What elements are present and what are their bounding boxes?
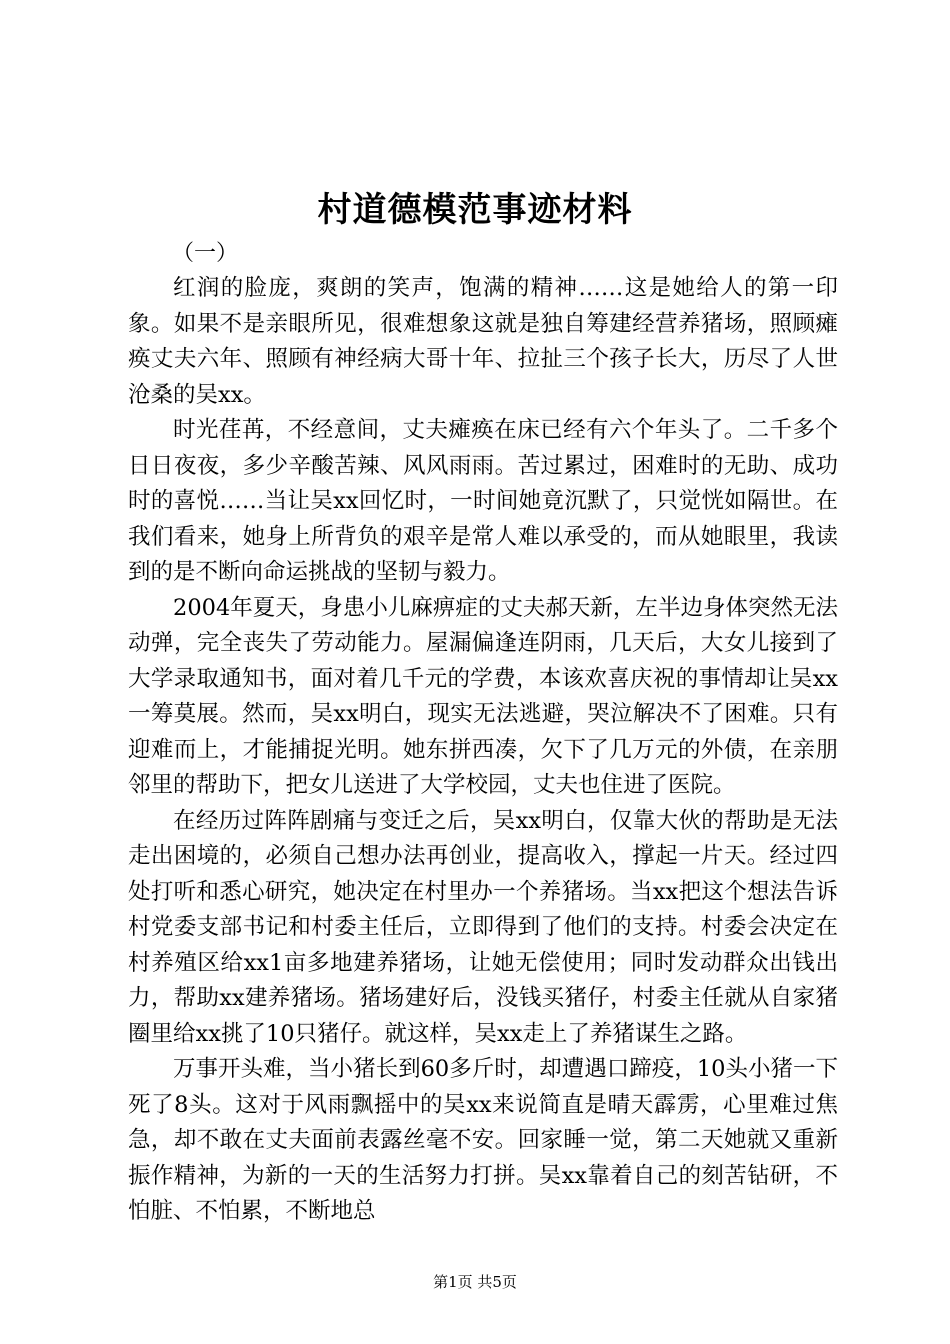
paragraph-4: 在经历过阵阵剧痛与变迁之后，吴xx明白，仅靠大伙的帮助是无法走出困境的，必须自己想办法再创业，提高收入，撑起一片天。经过四处打听和悉心研究，她决定在村里办一个养猪场。当xx把这个想法告诉村党委支部书记和村委主任后，立即得到了他们的支持。村委会决定在村养殖区给xx1亩多地建养猪场，让她无偿使用；同时发动群众出钱出力，帮助xx建养猪场。猪场建好后，没钱买猪仔，村委主任就从自家猪圈里给xx挑了10只猪仔。就这样，吴xx走上了养猪谋生之路。 bbox=[128, 807, 838, 1047]
paragraph-5: 万事开头难，当小猪长到60多斤时，却遭遇口蹄疫，10头小猪一下死了8头。这对于风雨飘摇中的吴xx来说简直是晴天霹雳，心里难过焦急，却不敢在丈夫面前表露丝毫不安。回家睡一觉，第二天她就又重新振作精神，为新的一天的生活努力打拼。吴xx靠着自己的刻苦钻研，不怕脏、不怕累，不断地总 bbox=[128, 1056, 838, 1224]
document-body bbox=[128, 236, 838, 1230]
paragraph-1: 红润的脸庞，爽朗的笑声，饱满的精神……这是她给人的第一印象。如果不是亲眼所见，很难想象这就是独自筹建经营养猪场，照顾瘫痪丈夫六年、照顾有神经病大哥十年、拉扯三个孩子长大，历尽了人世沧桑的吴xx。 bbox=[128, 275, 838, 408]
paragraph-2: 时光荏苒，不经意间，丈夫瘫痪在床已经有六个年头了。二千多个日日夜夜，多少辛酸苦辣、风风雨雨。苦过累过，困难时的无助、成功时的喜悦……当让吴xx回忆时，一时间她竟沉默了，只觉恍如隔世。在我们看来，她身上所背负的艰辛是常人难以承受的，而从她眼里，我读到的是不断向命运挑战的坚韧与毅力。 bbox=[128, 417, 838, 585]
section-marker: （一） bbox=[172, 241, 239, 266]
paragraph-3: 2004年夏天，身患小儿麻痹症的丈夫郝天新，左半边身体突然无法动弹，完全丧失了劳动能力。屋漏偏逢连阴雨，几天后，大女儿接到了大学录取通知书，面对着几千元的学费，本该欢喜庆祝的事情却让吴xx一筹莫展。然而，吴xx明白，现实无法逃避，哭泣解决不了困难。只有迎难而上，才能捕捉光明。她东拼西凑，欠下了几万元的外债，在亲朋邻里的帮助下，把女儿送进了大学校园，丈夫也住进了医院。 bbox=[128, 594, 838, 798]
page-footer: 第1页 共5页 bbox=[433, 1273, 517, 1291]
document-title: 村道德模范事迹材料 bbox=[317, 190, 633, 230]
